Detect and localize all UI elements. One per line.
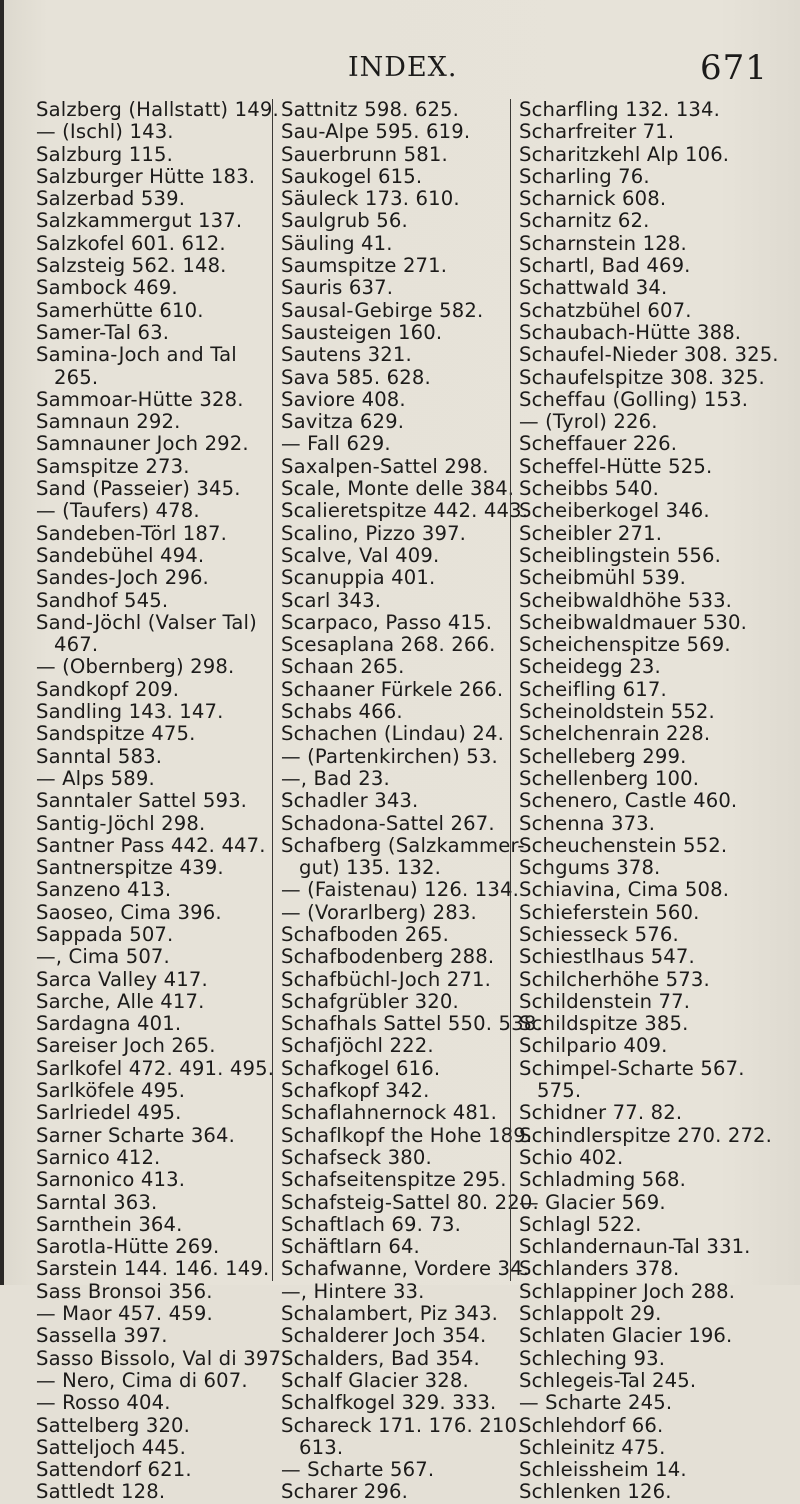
index-entry: Schlaten Glacier 196. (519, 1324, 733, 1348)
index-entry: Santner Pass 442. 447. (36, 833, 266, 857)
index-entry: Salzkammergut 137. (36, 209, 243, 233)
index-entry: Schäftlarn 64. (281, 1235, 420, 1259)
index-entry: Sarotla-Hütte 269. (36, 1235, 220, 1259)
index-entry: Scheibwaldmauer 530. (519, 610, 747, 634)
index-entry: Sauerbrunn 581. (281, 142, 448, 166)
index-entry: Schafkogel 616. (281, 1056, 441, 1080)
index-entry: Schelleberg 299. (519, 744, 687, 768)
index-entry: Schenero, Castle 460. (519, 789, 738, 813)
index-column-1 (36, 98, 288, 1504)
index-entry: Saukogel 615. (281, 164, 423, 188)
index-entry: —, Cima 507. (36, 945, 170, 969)
index-entry: Scalieretspitze 442. 443. (281, 499, 529, 523)
index-entry: Sarche, Alle 417. (36, 989, 205, 1013)
index-entry: 575. (537, 1079, 582, 1103)
index-entry: Santig-Jöchl 298. (36, 811, 206, 835)
index-entry: Schindlerspitze 270. 272. (519, 1123, 773, 1147)
index-entry: Schleching 93. (519, 1346, 666, 1370)
index-entry: — Scharte 567. (281, 1458, 435, 1482)
index-entry: Scheuchenstein 552. (519, 833, 728, 857)
index-entry: — Nero, Cima di 607. (36, 1368, 248, 1392)
index-entry: Sassella 397. (36, 1324, 168, 1348)
index-entry: Samer-Tal 63. (36, 320, 170, 344)
index-entry: Sau-Alpe 595. 619. (281, 120, 471, 144)
index-entry: Schenna 373. (519, 811, 656, 835)
index-entry: Schaftlach 69. 73. (281, 1212, 461, 1236)
index-entry: Sattledt 128. (36, 1480, 166, 1504)
index-entry: gut) 135. 132. (299, 856, 441, 880)
index-entry: Scheifling 617. (519, 677, 667, 701)
index-entry: Scheibmühl 539. (519, 566, 687, 590)
index-entry: Schaflahnernock 481. (281, 1101, 497, 1125)
index-entry: Schieferstein 560. (519, 900, 700, 924)
index-entry: Salzburger Hütte 183. (36, 164, 256, 188)
index-entry: Scharnitz 62. (519, 209, 650, 233)
index-entry: Scheiblingstein 556. (519, 543, 721, 567)
index-entry: Schimpel-Scharte 567. (519, 1056, 745, 1080)
index-entry: Sand-Jöchl (Valser Tal) (36, 610, 257, 634)
index-entry: Saumspitze 271. (281, 254, 448, 278)
index-entry: Scheidegg 23. (519, 655, 661, 679)
index-entry: Sarnico 412. (36, 1145, 161, 1169)
index-entry: Schelchenrain 228. (519, 722, 711, 746)
index-entry: Scheffauer 226. (519, 432, 678, 456)
index-entry: Scharling 76. (519, 164, 650, 188)
index-entry: Schleinitz 475. (519, 1435, 666, 1459)
index-entry: Saviore 408. (281, 387, 406, 411)
index-entry: Schladming 568. (519, 1168, 687, 1192)
index-entry: Schalderer Joch 354. (281, 1324, 487, 1348)
index-entry: Schafboden 265. (281, 922, 449, 946)
index-entry: Scalve, Val 409. (281, 543, 440, 567)
index-entry: Schadona-Sattel 267. (281, 811, 495, 835)
index-entry: Sareiser Joch 265. (36, 1034, 216, 1058)
index-entry: Schatzbühel 607. (519, 298, 692, 322)
index-entry: Schafseitenspitze 295. (281, 1168, 507, 1192)
index-entry: Sarntal 363. (36, 1190, 158, 1214)
page-edge-shadow (0, 0, 4, 1285)
index-entry: Sandhof 545. (36, 588, 169, 612)
index-entry: Sandling 143. 147. (36, 700, 224, 724)
index-entry: — (Faistenau) 126. 134. (281, 878, 519, 902)
index-entry: Saoseo, Cima 396. (36, 900, 222, 924)
index-entry: Säuleck 173. 610. (281, 187, 460, 211)
index-column-2 (272, 98, 543, 1504)
index-entry: Sasso Bissolo, Val di 397. (36, 1346, 288, 1370)
index-entry: — (Tyrol) 226. (519, 410, 658, 434)
index-entry: Schaufelspitze 308. 325. (519, 365, 765, 389)
index-entry: — Rosso 404. (36, 1391, 171, 1415)
index-entry: Scanuppia 401. (281, 566, 436, 590)
index-entry: Schalambert, Piz 343. (281, 1302, 498, 1326)
index-entry: Sandspitze 475. (36, 722, 196, 746)
index-entry: Scheibbs 540. (519, 477, 660, 501)
index-entry: Scharer 296. (281, 1480, 409, 1504)
index-entry: Sarlköfele 495. (36, 1079, 186, 1103)
index-entry: Schattwald 34. (519, 276, 668, 300)
index-entry: 467. (54, 633, 99, 657)
index-entry: Scale, Monte delle 384. (281, 477, 515, 501)
index-entry: Schafgrübler 320. (281, 989, 459, 1013)
index-entry: Salzburg 115. (36, 142, 173, 166)
index-entry: Scarpaco, Passo 415. (281, 610, 493, 634)
index-entry: Salzkofel 601. 612. (36, 231, 226, 255)
index-entry: Schachen (Lindau) 24. (281, 722, 504, 746)
index-entry: — Maor 457. 459. (36, 1302, 213, 1326)
index-entry: —, Bad 23. (281, 766, 390, 790)
index-entry: Schellenberg 100. (519, 766, 700, 790)
index-entry: Schlegeis-Tal 245. (519, 1368, 697, 1392)
index-columns (36, 98, 784, 1504)
index-entry: Schildenstein 77. (519, 989, 691, 1013)
index-entry: Sarca Valley 417. (36, 967, 208, 991)
index-entry: Sandeben-Törl 187. (36, 521, 227, 545)
index-entry: Schalders, Bad 354. (281, 1346, 480, 1370)
page-number: 671 (700, 48, 768, 88)
index-entry: 265. (54, 365, 99, 389)
index-entry: — (Ischl) 143. (36, 120, 174, 144)
index-entry: Sarner Scharte 364. (36, 1123, 236, 1147)
index-entry: Sand (Passeier) 345. (36, 477, 241, 501)
index-entry: Sappada 507. (36, 922, 174, 946)
index-entry: — Fall 629. (281, 432, 391, 456)
index-entry: — (Taufers) 478. (36, 499, 200, 523)
index-entry: Sass Bronsoi 356. (36, 1279, 213, 1303)
index-entry: Schareck 171. 176. 210. (281, 1413, 524, 1437)
index-entry: — (Obernberg) 298. (36, 655, 235, 679)
index-entry: Schaan 265. (281, 655, 405, 679)
index-entry: — (Partenkirchen) 53. (281, 744, 498, 768)
index-entry: Scarl 343. (281, 588, 382, 612)
index-entry: Sattelberg 320. (36, 1413, 191, 1437)
index-entry: Schalfkogel 329. 333. (281, 1391, 497, 1415)
index-entry: Schartl, Bad 469. (519, 254, 691, 278)
index-entry: Schafbüchl-Joch 271. (281, 967, 491, 991)
index-entry: Schildspitze 385. (519, 1012, 689, 1036)
index-entry: Schlappolt 29. (519, 1302, 662, 1326)
running-title: INDEX. (348, 52, 458, 83)
index-entry: Schilcherhöhe 573. (519, 967, 710, 991)
index-entry: Sava 585. 628. (281, 365, 431, 389)
index-entry: Sardagna 401. (36, 1012, 182, 1036)
index-entry: Schafjöchl 222. (281, 1034, 434, 1058)
index-entry: Schiavina, Cima 508. (519, 878, 730, 902)
index-entry: Scharfreiter 71. (519, 120, 675, 144)
index-entry: Schlappiner Joch 288. (519, 1279, 736, 1303)
index-entry: Schlehdorf 66. (519, 1413, 664, 1437)
index-entry: Scalino, Pizzo 397. (281, 521, 467, 545)
index-entry: Sautens 321. (281, 343, 412, 367)
index-entry: Sausteigen 160. (281, 320, 443, 344)
index-entry: Scheichenspitze 569. (519, 633, 731, 657)
index-entry: Schaflkopf the Hohe 189. (281, 1123, 533, 1147)
index-entry: Schaaner Fürkele 266. (281, 677, 504, 701)
index-entry: Sarstein 144. 146. 149. (36, 1257, 270, 1281)
index-entry: Samerhütte 610. (36, 298, 204, 322)
index-entry: Satteljoch 445. (36, 1435, 187, 1459)
index-entry: Schlanders 378. (519, 1257, 680, 1281)
index-entry: Saxalpen-Sattel 298. (281, 454, 489, 478)
index-entry: Sandes-Joch 296. (36, 566, 209, 590)
index-entry: Scheibler 271. (519, 521, 663, 545)
index-entry: — Alps 589. (36, 766, 155, 790)
index-entry: Schlenken 126. (519, 1480, 672, 1504)
index-entry: Sauris 637. (281, 276, 394, 300)
index-entry: Sanzeno 413. (36, 878, 172, 902)
index-entry: Sarlkofel 472. 491. 495. (36, 1056, 275, 1080)
index-entry: Sandkopf 209. (36, 677, 180, 701)
index-entry: Scheffau (Golling) 153. (519, 387, 749, 411)
index-entry: Scesaplana 268. 266. (281, 633, 496, 657)
index-entry: Scharitzkehl Alp 106. (519, 142, 730, 166)
index-entry: Samina-Joch and Tal (36, 343, 237, 367)
index-entry: Schio 402. (519, 1145, 624, 1169)
index-entry: Schaufel-Nieder 308. 325. (519, 343, 779, 367)
index-entry: — Glacier 569. (519, 1190, 666, 1214)
index-entry: Schafbodenberg 288. (281, 945, 495, 969)
index-entry: Sausal-Gebirge 582. (281, 298, 484, 322)
index-entry: Schidner 77. 82. (519, 1101, 683, 1125)
index-entry: Schlagl 522. (519, 1212, 642, 1236)
index-entry: Santnerspitze 439. (36, 856, 224, 880)
index-entry: Sattnitz 598. 625. (281, 98, 460, 121)
index-entry: Scheiberkogel 346. (519, 499, 710, 523)
index-entry: Schafwanne, Vordere 34. (281, 1257, 530, 1281)
index-entry: Sandebühel 494. (36, 543, 205, 567)
index-entry: Sambock 469. (36, 276, 178, 300)
index-entry: Scharnick 608. (519, 187, 667, 211)
index-entry: 613. (299, 1435, 344, 1459)
index-entry: Salzberg (Hallstatt) 149. (36, 98, 279, 121)
index-entry: Savitza 629. (281, 410, 405, 434)
index-entry: Scheinoldstein 552. (519, 700, 715, 724)
index-entry: Scheibwaldhöhe 533. (519, 588, 733, 612)
index-entry: Schiesseck 576. (519, 922, 679, 946)
index-entry: Schadler 343. (281, 789, 419, 813)
index-entry: Saulgrub 56. (281, 209, 408, 233)
index-entry: Samnaun 292. (36, 410, 181, 434)
index-entry: Säuling 41. (281, 231, 393, 255)
index-entry: Sarlriedel 495. (36, 1101, 182, 1125)
index-entry: Salzerbad 539. (36, 187, 186, 211)
index-entry: Salzsteig 562. 148. (36, 254, 227, 278)
index-entry: Schafsteig-Sattel 80. 220. (281, 1190, 539, 1214)
index-entry: Sanntaler Sattel 593. (36, 789, 248, 813)
index-entry: Sattendorf 621. (36, 1458, 192, 1482)
index-entry: Schleissheim 14. (519, 1458, 687, 1482)
index-entry: Scheffel-Hütte 525. (519, 454, 713, 478)
index-entry: Scharfling 132. 134. (519, 98, 721, 121)
index-entry: Schafberg (Salzkammer- (281, 833, 525, 857)
index-entry: Samnauner Joch 292. (36, 432, 249, 456)
index-entry: Samspitze 273. (36, 454, 190, 478)
index-entry: Schgums 378. (519, 856, 661, 880)
index-entry: Sanntal 583. (36, 744, 163, 768)
index-entry: Schafkopf 342. (281, 1079, 430, 1103)
index-column-3 (510, 98, 789, 1504)
index-entry: Sarnthein 364. (36, 1212, 183, 1236)
index-entry: Schiestlhaus 547. (519, 945, 695, 969)
index-entry: Schafhals Sattel 550. 538. (281, 1012, 543, 1036)
index-entry: Schaubach-Hütte 388. (519, 320, 742, 344)
index-entry: — (Vorarlberg) 283. (281, 900, 477, 924)
index-entry: Sammoar-Hütte 328. (36, 387, 244, 411)
page-header (0, 48, 800, 92)
index-entry: —, Hintere 33. (281, 1279, 425, 1303)
index-entry: — Scharte 245. (519, 1391, 673, 1415)
index-entry: Sarnonico 413. (36, 1168, 186, 1192)
index-entry: Schilpario 409. (519, 1034, 668, 1058)
index-entry: Schalf Glacier 328. (281, 1368, 469, 1392)
index-entry: Schlandernaun-Tal 331. (519, 1235, 751, 1259)
index-entry: Scharnstein 128. (519, 231, 687, 255)
index-entry: Schafseck 380. (281, 1145, 432, 1169)
index-entry: Schabs 466. (281, 700, 403, 724)
